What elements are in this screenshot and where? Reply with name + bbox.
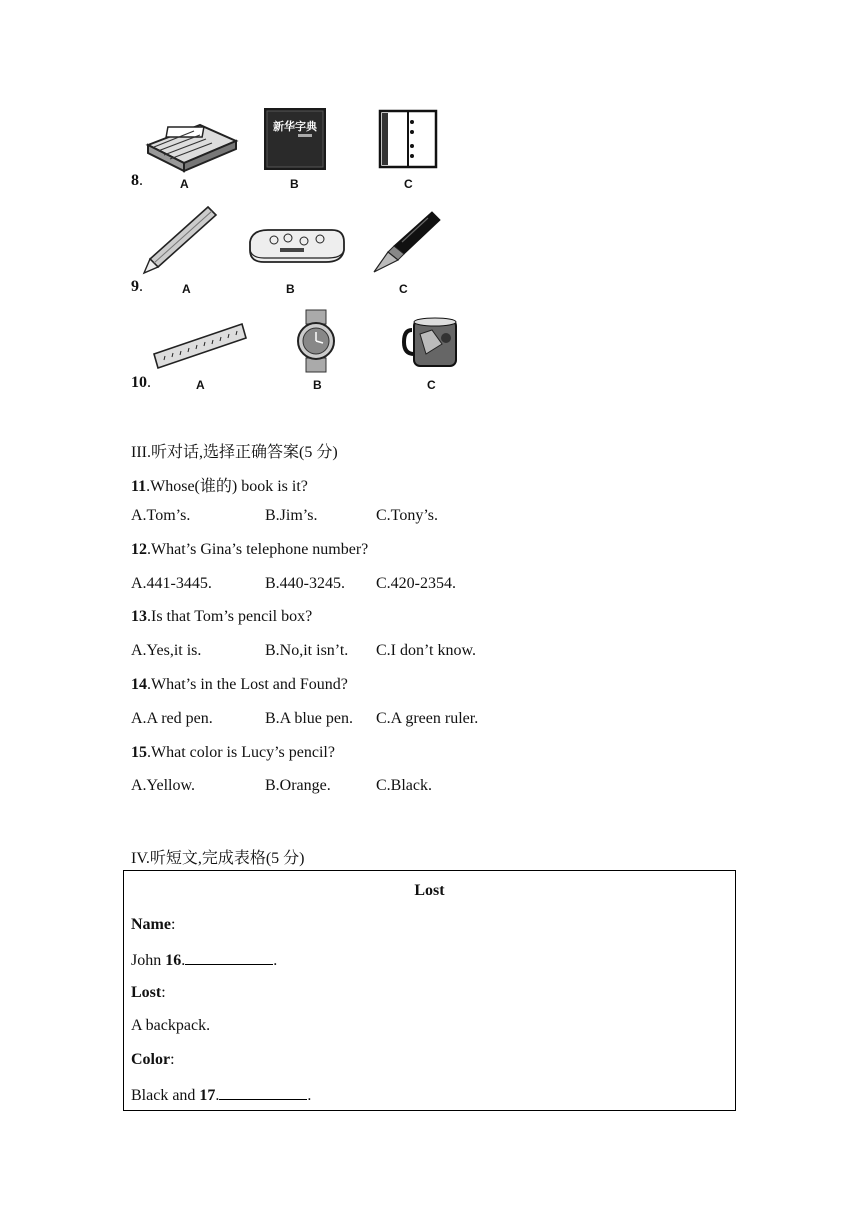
q11-option-b[interactable]: B.Jim’s. [265, 507, 318, 524]
question-number: 15 [131, 744, 147, 761]
q14-option-b[interactable]: B.A blue pen. [265, 710, 353, 727]
question-number: 10 [131, 374, 147, 391]
blank-17-number: 17 [199, 1087, 216, 1104]
lost-form-table [123, 870, 736, 1111]
watch-icon [296, 310, 336, 372]
question-text: .What’s in the Lost and Found? [147, 676, 348, 693]
ruler-icon [152, 322, 248, 372]
name-row-value: John 16. . [131, 952, 278, 969]
blank-17-field[interactable] [219, 1085, 307, 1100]
section-3-heading: III.听对话,选择正确答案(5 分) [131, 444, 338, 461]
color-label: Color [131, 1051, 171, 1068]
question-number: 14 [131, 676, 147, 693]
question-text: .What’s Gina’s telephone number? [147, 541, 369, 558]
color-row-value: Black and 17. . [131, 1087, 312, 1104]
dictionary-icon [264, 108, 326, 170]
lost-row-label: Lost: [131, 984, 166, 1001]
question-text: .What color is Lucy’s pencil? [147, 744, 335, 761]
name-label: Name [131, 916, 171, 933]
q10-option-b[interactable]: B [313, 378, 322, 392]
q11-option-c[interactable]: C.Tony’s. [376, 507, 438, 524]
question-number: 8 [131, 172, 139, 189]
question-10-number: 10. [131, 374, 151, 391]
q10-option-c[interactable]: C [427, 378, 436, 392]
question-13 [131, 608, 312, 626]
q11-option-a[interactable]: A.Tom’s. [131, 507, 191, 524]
notebook-icon [378, 108, 440, 170]
question-15 [131, 744, 335, 762]
q12-option-a[interactable]: A.441-3445. [131, 575, 212, 592]
q10-option-a[interactable]: A [196, 378, 205, 392]
pencil-icon [142, 205, 218, 275]
q12-option-b[interactable]: B.440-3245. [265, 575, 345, 592]
name-value: John [131, 952, 166, 969]
fountain-pen-icon [372, 208, 442, 274]
color-row-label: Color: [131, 1051, 175, 1068]
q9-option-a[interactable]: A [182, 282, 191, 296]
q13-option-a[interactable]: A.Yes,it is. [131, 642, 202, 659]
q9-option-b[interactable]: B [286, 282, 295, 296]
q8-option-b[interactable]: B [290, 177, 299, 191]
q12-option-c[interactable]: C.420-2354. [376, 575, 456, 592]
question-number: 11 [131, 478, 147, 495]
question-number: 12 [131, 541, 147, 558]
section-4-heading [131, 845, 305, 868]
q13-option-c[interactable]: C.I don’t know. [376, 642, 476, 659]
question-text: .Whose(谁的) book is it? [146, 478, 308, 495]
question-12 [131, 541, 368, 559]
q8-option-a[interactable]: A [180, 177, 189, 191]
pencil-box-icon [246, 224, 346, 268]
blank-16-number: 16 [165, 952, 182, 969]
mug-icon [402, 314, 458, 370]
q14-option-a[interactable]: A.A red pen. [131, 710, 213, 727]
q15-option-c[interactable]: C.Black. [376, 777, 432, 794]
question-11 [131, 473, 308, 496]
question-9-number: 9. [131, 278, 143, 295]
q13-option-b[interactable]: B.No,it isn’t. [265, 642, 349, 659]
dictionary-title: 新华字典 [273, 120, 317, 133]
section-4-roman: IV [131, 850, 146, 867]
q15-option-b[interactable]: B.Orange. [265, 777, 331, 794]
question-number: 13 [131, 608, 147, 625]
q9-option-c[interactable]: C [399, 282, 408, 296]
q8-option-c[interactable]: C [404, 177, 413, 191]
q14-option-c[interactable]: C.A green ruler. [376, 710, 479, 727]
section-4-title: .听短文,完成表格(5 分) [145, 850, 305, 867]
question-text: .Is that Tom’s pencil box? [147, 608, 313, 625]
color-value: Black and [131, 1087, 200, 1104]
table-title: Lost [414, 882, 445, 899]
blank-16-field[interactable] [185, 950, 273, 965]
question-number: 9 [131, 278, 139, 295]
question-14 [131, 676, 348, 694]
lost-value: A backpack. [131, 1017, 211, 1034]
calculator-icon [140, 115, 240, 175]
question-8-number: 8. [131, 172, 143, 189]
name-row-label: Name: [131, 916, 176, 933]
q15-option-a[interactable]: A.Yellow. [131, 777, 196, 794]
lost-label: Lost [131, 984, 162, 1001]
